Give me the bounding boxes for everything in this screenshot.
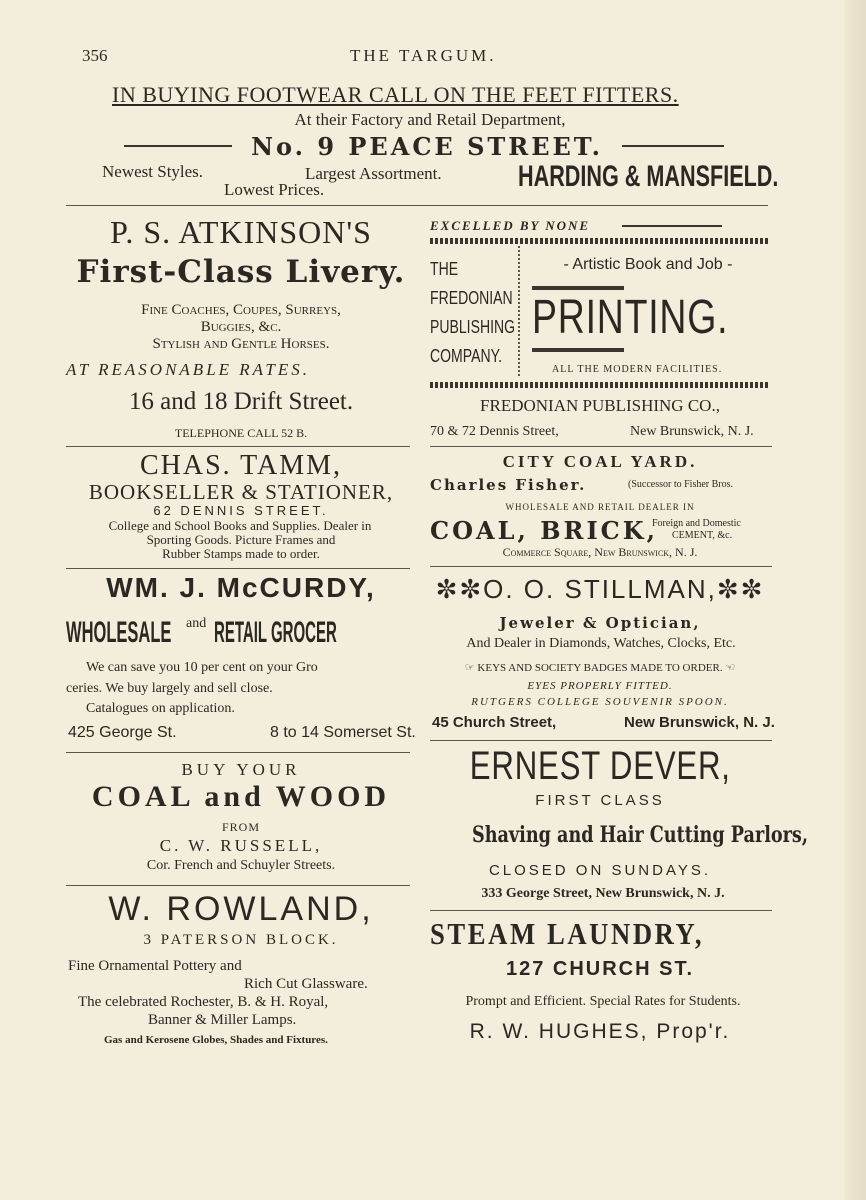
ornament-right-icon: ✼✼ xyxy=(716,574,765,604)
running-title: THE TARGUM. xyxy=(350,46,497,65)
excelled-rule xyxy=(622,225,722,227)
mccurdy-title xyxy=(66,616,416,650)
fredonian-name: FREDONIAN PUBLISHING CO., xyxy=(480,396,720,415)
dever-closed: CLOSED ON SUNDAYS. xyxy=(488,862,712,879)
divider-russell xyxy=(66,885,410,886)
divider-mccurdy xyxy=(66,752,410,753)
rowland-line5: Gas and Kerosene Globes, Shades and Fixtures. xyxy=(104,1034,328,1046)
tamm-title: BOOKSELLER & STATIONER, xyxy=(88,480,394,504)
stillman-line4: RUTGERS COLLEGE SOUVENIR SPOON. xyxy=(471,696,729,708)
footwear-headline: IN BUYING FOOTWEAR CALL ON THE FEET FITTERS. xyxy=(112,82,679,107)
laundry-owner: R. W. HUGHES, Prop'r. xyxy=(469,1020,731,1043)
divider-tamm xyxy=(66,568,410,569)
fredonian-city: New Brunswick, N. J. xyxy=(630,424,754,439)
russell-goods: COAL and WOOD xyxy=(91,780,391,813)
stillman-address-left: 45 Church Street, xyxy=(432,714,557,731)
newest-styles: Newest Styles. xyxy=(102,162,204,181)
dever-name-text: ERNEST DEVER, xyxy=(469,744,731,788)
dever-title-text: Shaving and Hair Cutting Parlors, xyxy=(471,822,808,848)
lowest-prices: Lowest Prices. xyxy=(224,180,325,199)
ornament-left-icon: ✼✼ xyxy=(435,574,484,604)
page-number: 356 xyxy=(82,46,108,65)
pointing-hand-left-icon: ☜ xyxy=(725,662,736,674)
artistic-book: - Artistic Book and Job - xyxy=(563,256,733,273)
peace-street-address: No. 9 PEACE STREET. xyxy=(251,132,603,161)
coal-yard-dealer: WHOLESALE AND RETAIL DEALER IN xyxy=(505,502,695,512)
stillman-line3: EYES PROPERLY FITTED. xyxy=(527,680,673,692)
rowland-line4: Banner & Miller Lamps. xyxy=(148,1012,297,1028)
tamm-line2: Sporting Goods. Picture Frames and xyxy=(146,532,336,547)
dever-address: 333 George Street, New Brunswick, N. J. xyxy=(481,886,725,901)
coal-yard-extra2: CEMENT, &c. xyxy=(672,530,733,541)
modern-facilities: ALL THE MODERN FACILITIES. xyxy=(552,364,723,375)
atkinson-address: 16 and 18 Drift Street. xyxy=(128,388,354,415)
mccurdy-title-and: and xyxy=(186,616,207,631)
mccurdy-address-left: 425 George St. xyxy=(68,724,177,741)
laundry-title xyxy=(430,916,776,952)
rowland-block: 3 PATERSON BLOCK. xyxy=(143,932,339,948)
mccurdy-line2: ceries. We buy largely and sell close. xyxy=(66,681,273,696)
mccurdy-line1: We can save you 10 per cent on your Gro xyxy=(86,660,318,675)
divider-atkinson xyxy=(66,446,410,447)
mccurdy-name: WM. J. McCURDY, xyxy=(106,572,376,603)
stillman-line2-text: KEYS AND SOCIETY BADGES MADE TO ORDER. xyxy=(477,662,723,674)
stillman-line1: And Dealer in Diamonds, Watches, Clocks, Etc. xyxy=(466,636,736,651)
atkinson-line1: Fine Coaches, Coupes, Surreys, xyxy=(141,302,341,318)
divider-stillman xyxy=(430,740,772,741)
dever-class: FIRST CLASS xyxy=(535,792,665,809)
coal-yard-successor: (Successor to Fisher Bros. xyxy=(628,479,733,490)
company-line-3: PUBLISHING xyxy=(430,317,516,337)
coal-yard-title: CITY COAL YARD. xyxy=(502,452,698,471)
divider-top xyxy=(66,205,768,206)
atkinson-line3: Stylish and Gentle Horses. xyxy=(152,336,330,352)
atkinson-title: First-Class Livery. xyxy=(76,254,406,290)
coal-yard-address: Commerce Square, New Brunswick, N. J. xyxy=(502,545,698,559)
mccurdy-address-right: 8 to 14 Somerset St. xyxy=(270,724,416,741)
tamm-address: 62 DENNIS STREET. xyxy=(153,503,329,518)
mccurdy-title-b: RETAIL GROCER xyxy=(214,616,338,649)
laundry-title-text: STEAM LAUNDRY, xyxy=(430,916,705,951)
fredonian-company xyxy=(430,255,515,371)
printing-border-top xyxy=(430,238,770,244)
tamm-line3: Rubber Stamps made to order. xyxy=(162,546,320,561)
dever-name xyxy=(430,744,770,789)
divider-fredonian xyxy=(430,446,772,447)
russell-address: Cor. French and Schuyler Streets. xyxy=(146,858,336,873)
tamm-name: CHAS. TAMM, xyxy=(139,450,343,481)
footwear-subline: At their Factory and Retail Department, xyxy=(294,110,566,129)
largest-assortment: Largest Assortment. xyxy=(305,164,442,183)
left-flourish xyxy=(124,145,232,147)
laundry-address: 127 CHURCH ST. xyxy=(505,958,695,980)
stillman-address-right: New Brunswick, N. J. xyxy=(624,714,775,731)
atkinson-line2: Buggies, &c. xyxy=(200,319,282,335)
russell-name: C. W. RUSSELL, xyxy=(159,836,323,855)
stillman-name-text: O. O. STILLMAN, xyxy=(483,574,717,604)
rowland-name: W. ROWLAND, xyxy=(108,890,374,928)
company-line-4: COMPANY. xyxy=(430,346,503,366)
rowland-line2: Rich Cut Glassware. xyxy=(244,976,368,992)
right-flourish xyxy=(622,145,724,147)
rowland-line1: Fine Ornamental Pottery and xyxy=(68,958,242,974)
company-line-2: FREDONIAN xyxy=(430,288,513,308)
russell-from: FROM xyxy=(221,820,260,834)
stillman-line2 xyxy=(430,661,770,674)
fredonian-street: 70 & 72 Dennis Street, xyxy=(430,424,559,439)
stillman-title: Jeweler & Optician, xyxy=(499,614,701,632)
mccurdy-line3: Catalogues on application. xyxy=(86,701,235,716)
printing-swash-bottom xyxy=(532,348,624,352)
harding-mansfield: HARDING & MANSFIELD. xyxy=(518,160,779,193)
atkinson-name: P. S. ATKINSON'S xyxy=(110,214,372,250)
pointing-hand-icon: ☞ xyxy=(464,662,475,674)
russell-buy: BUY YOUR xyxy=(181,760,301,779)
company-line-1: THE xyxy=(430,259,459,279)
coal-yard-owner: Charles Fisher. xyxy=(430,476,587,494)
mccurdy-title-a: WHOLESALE xyxy=(66,616,172,649)
divider-dever xyxy=(430,910,772,911)
atkinson-telephone: TELEPHONE CALL 52 B. xyxy=(174,426,308,440)
printing-border-vertical xyxy=(518,246,520,376)
coal-yard-extra1: Foreign and Domestic xyxy=(652,518,741,529)
rowland-line3: The celebrated Rochester, B. & H. Royal, xyxy=(78,994,329,1010)
excelled-by-none: EXCELLED BY NONE xyxy=(430,218,591,233)
laundry-line1: Prompt and Efficient. Special Rates for Students. xyxy=(465,994,741,1009)
atkinson-rates: AT REASONABLE RATES. xyxy=(66,360,311,379)
printing-word: PRINTING. xyxy=(532,291,729,344)
divider-coal-yard xyxy=(430,566,772,567)
coal-yard-goods: COAL, BRICK, xyxy=(430,516,658,545)
tamm-line1: College and School Books and Supplies. Dealer in xyxy=(108,518,372,533)
stillman-name xyxy=(430,574,770,605)
printing-border-bottom xyxy=(430,382,770,388)
page-edge xyxy=(844,0,866,1200)
dever-title xyxy=(430,822,808,848)
